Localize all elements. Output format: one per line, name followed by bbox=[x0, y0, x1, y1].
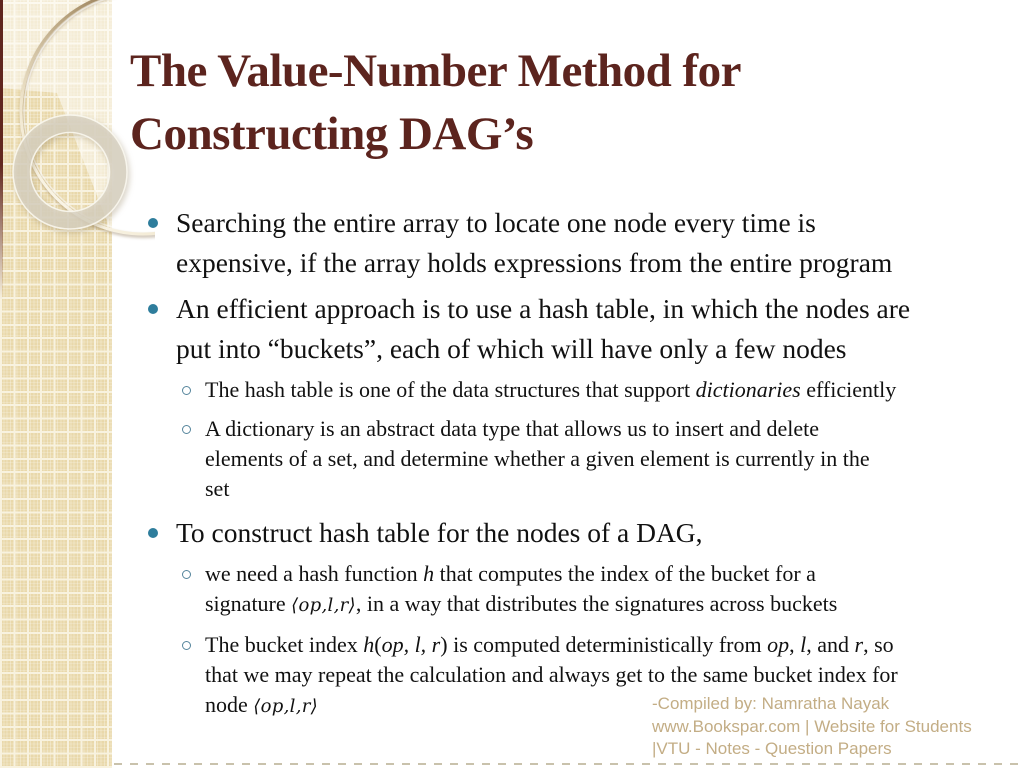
bullet-text: The bucket index h(op, l, r) is computed deterministically from op, l, and r, so that we may repeat the calculation and always get to the same bucket index for node ⟨op,l,r⟩ bbox=[205, 632, 898, 717]
bullet-text: A dictionary is an abstract data type that allows us to insert and delete elements of a set, and determine whether a given element is currently in the set bbox=[205, 416, 870, 501]
bullet-list bbox=[140, 203, 1022, 731]
left-accent-line bbox=[0, 0, 3, 300]
bullet-item bbox=[140, 513, 1022, 553]
sub-bullet-marker-icon bbox=[182, 641, 191, 650]
sub-bullet-marker-icon bbox=[182, 386, 191, 395]
sub-bullet-item bbox=[140, 414, 1022, 504]
bullet-marker-icon bbox=[148, 218, 158, 228]
bullet-text: The hash table is one of the data structures that support dictionaries efficiently bbox=[205, 377, 897, 402]
sub-bullet-marker-icon bbox=[182, 570, 191, 579]
footer-line-website: www.Bookspar.com | Website for Students bbox=[652, 716, 972, 736]
math-signature: ⟨op,l,r⟩ bbox=[253, 696, 318, 717]
bullet-item bbox=[140, 289, 1022, 369]
slide-title-line2: Constructing DAG’s bbox=[130, 108, 534, 160]
slide-title bbox=[130, 40, 990, 166]
bullet-marker-icon bbox=[148, 304, 158, 314]
bottom-dashed-rule bbox=[114, 763, 1024, 765]
bullet-text: we need a hash function h that computes the index of the bucket for a signature ⟨op,l,r⟩, in a way that distributes the signatures across buckets bbox=[205, 561, 838, 616]
footer-watermark bbox=[652, 693, 1012, 761]
bullet-text: To construct hash table for the nodes of a DAG, bbox=[176, 517, 703, 548]
sub-bullet-item bbox=[140, 559, 1022, 621]
slide-title-line1: The Value-Number Method for bbox=[130, 45, 741, 97]
footer-line-vtu: |VTU - Notes - Question Papers bbox=[652, 739, 892, 758]
sub-bullet-marker-icon bbox=[182, 425, 191, 434]
sub-bullet-item bbox=[140, 375, 1022, 405]
math-signature: ⟨op,l,r⟩ bbox=[291, 595, 356, 616]
bullet-text: An efficient approach is to use a hash table, in which the nodes are put into “buckets”, each of which will have only a few nodes bbox=[176, 293, 911, 364]
bullet-text: Searching the entire array to locate one node every time is expensive, if the array holds expressions from the entire program bbox=[176, 207, 893, 278]
bullet-item bbox=[140, 203, 1022, 283]
footer-line-compiled-by: -Compiled by: Namratha Nayak bbox=[652, 694, 890, 713]
bullet-marker-icon bbox=[148, 528, 158, 538]
